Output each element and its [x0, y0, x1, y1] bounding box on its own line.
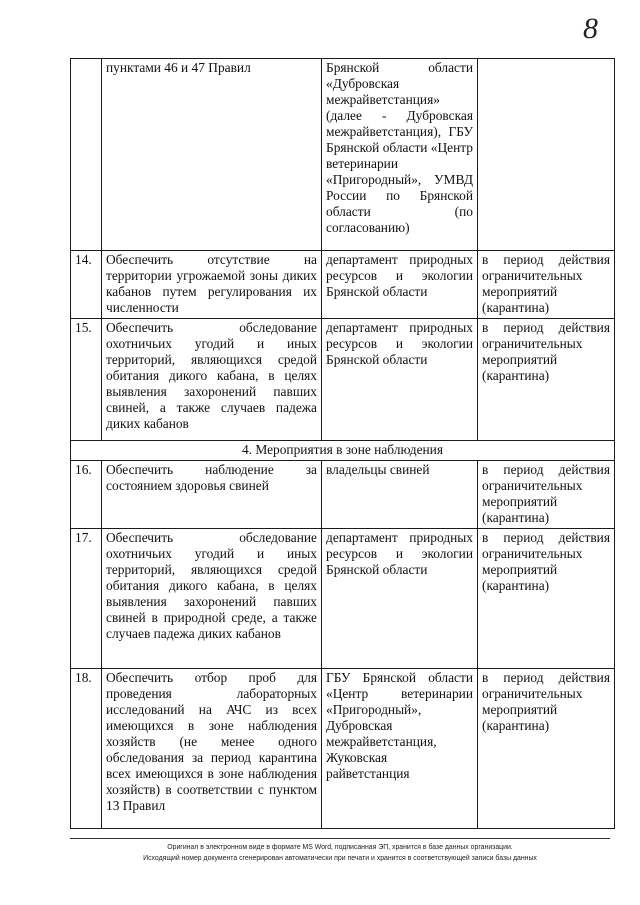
- term-cell: в период действия ограничительных мероприятий (карантина): [478, 529, 615, 669]
- table-row: [71, 669, 615, 829]
- section-title: 4. Мероприятия в зоне наблюдения: [71, 441, 615, 461]
- task-cell: Обеспечить обследование охотничьих угодий и иных территорий, являющихся средой обитания дикого кабана, в целях выявления захоронений павших свиней в природной среде, а также случаев падежа диких кабанов: [102, 529, 322, 669]
- row-number: 15.: [71, 319, 102, 441]
- term-cell: в период действия ограничительных мероприятий (карантина): [478, 669, 615, 829]
- executor-cell: департамент природных ресурсов и экологии Брянской области: [322, 319, 478, 441]
- table-row: [71, 319, 615, 441]
- task-cell: Обеспечить наблюдение за состоянием здоровья свиней: [102, 461, 322, 529]
- term-cell: в период действия ограничительных мероприятий (карантина): [478, 319, 615, 441]
- term-cell: в период действия ограничительных мероприятий (карантина): [478, 461, 615, 529]
- row-number: 14.: [71, 251, 102, 319]
- page-number: 8: [583, 12, 598, 45]
- document-footer: [70, 838, 610, 864]
- task-cell: Обеспечить отбор проб для проведения лабораторных исследований на АЧС из всех имеющихся в зоне наблюдения хозяйств (не менее одного обследования за период карантина всех имеющихся в зоне наблюдения хозяйств) в соответствии с пунктом 13 Правил: [102, 669, 322, 829]
- executor-cell: владельцы свиней: [322, 461, 478, 529]
- executor-cell: Брянской области «Дубровская межрайветстанция» (далее - Дубровская межрайветстанция), ГБУ Брянской области «Центр ветеринарии «Пригородный», УМВД России по Брянской области (по согласованию): [322, 59, 478, 251]
- table-row: [71, 59, 615, 251]
- row-number: 18.: [71, 669, 102, 829]
- footer-line-original: Оригинал в электронном виде в формате MS Word, подписанная ЭП, хранится в базе данных организации.: [167, 844, 513, 851]
- executor-cell: ГБУ Брянской области «Центр ветеринарии «Пригородный», Дубровская межрайветстанция, Жуковская райветстанция: [322, 669, 478, 829]
- table-row: [71, 461, 615, 529]
- executor-cell: департамент природных ресурсов и экологии Брянской области: [322, 529, 478, 669]
- task-cell: Обеспечить отсутствие на территории угрожаемой зоны диких кабанов путем регулирования их численности: [102, 251, 322, 319]
- executor-cell: департамент природных ресурсов и экологии Брянской области: [322, 251, 478, 319]
- row-number: [71, 59, 102, 251]
- row-number: 16.: [71, 461, 102, 529]
- term-cell: в период действия ограничительных мероприятий (карантина): [478, 251, 615, 319]
- footer-line-number: Исходящий номер документа сгенерирован автоматически при печати и хранится в соответствующей записи базы данных: [143, 855, 537, 862]
- task-cell: пунктами 46 и 47 Правил: [102, 59, 322, 251]
- table-row: [71, 529, 615, 669]
- section-row: [71, 441, 615, 461]
- row-number: 17.: [71, 529, 102, 669]
- measures-table: [70, 58, 615, 829]
- task-cell: Обеспечить обследование охотничьих угодий и иных территорий, являющихся средой обитания дикого кабана, в целях выявления захоронений павших свиней, а также случаев падежа диких кабанов: [102, 319, 322, 441]
- table-row: [71, 251, 615, 319]
- term-cell: [478, 59, 615, 251]
